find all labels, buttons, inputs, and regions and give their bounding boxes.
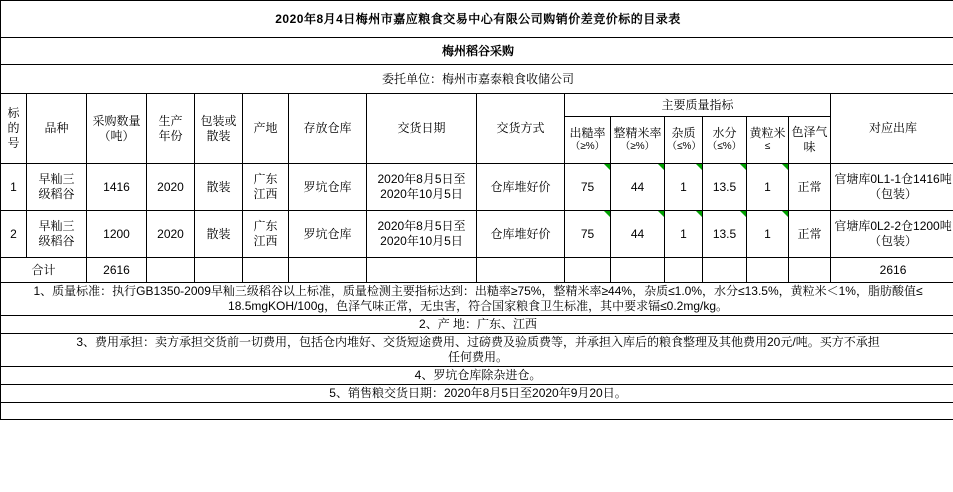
total-blank-whole-rice — [611, 258, 665, 283]
note-row-1 — [1, 283, 953, 316]
page-title: 2020年8月4日梅州市嘉应粮食交易中心有限公司购销价差竞价标的目录表 — [1, 1, 953, 38]
header-packing-line2: 散装 — [206, 128, 231, 143]
title-row — [1, 1, 953, 38]
header-out-storage: 对应出库 — [831, 94, 953, 164]
note-row-3 — [1, 334, 953, 367]
header-color-smell — [789, 117, 831, 164]
header-impurity — [665, 117, 703, 164]
total-blank-year — [147, 258, 195, 283]
cell-out-storage-line1: 官塘库0L2-2仓1200吨 — [834, 219, 952, 233]
cell-yellow-rice: 1 — [747, 211, 789, 258]
header-yellow-rice-line1: 黄粒米 — [749, 126, 786, 141]
header-whole-rice-line1: 整精米率 — [613, 126, 662, 141]
header-moisture-line1: 水分 — [712, 126, 737, 141]
cell-out-rate: 75 — [565, 211, 611, 258]
total-label: 合计 — [1, 258, 87, 283]
cell-no: 1 — [1, 164, 27, 211]
header-color-smell-line2: 味 — [803, 140, 816, 154]
header-delivery-mode: 交货方式 — [477, 94, 565, 164]
note-row-blank — [1, 403, 953, 420]
cell-origin-line2: 江西 — [253, 187, 278, 201]
header-yellow-rice — [747, 117, 789, 164]
total-blank-packing — [195, 258, 243, 283]
header-whole-rice-line2: （≥%） — [620, 141, 655, 153]
total-blank-impurity — [665, 258, 703, 283]
note-cost-responsibility — [1, 334, 953, 367]
header-origin: 产地 — [243, 94, 289, 164]
cell-origin-line1: 广东 — [253, 172, 278, 186]
cell-impurity: 1 — [665, 164, 703, 211]
header-impurity-line1: 杂质 — [671, 126, 696, 141]
header-color-smell-line1: 色泽气 — [791, 125, 828, 139]
header-variety: 品种 — [27, 94, 87, 164]
note-row-5 — [1, 385, 953, 403]
header-quality-group: 主要质量指标 — [565, 94, 831, 117]
cell-yellow-rice: 1 — [747, 164, 789, 211]
cell-origin-line1: 广东 — [253, 219, 278, 233]
header-out-rate — [565, 117, 611, 164]
header-yellow-rice-line2: ≤ — [764, 141, 771, 153]
cell-out-storage — [831, 164, 953, 211]
cell-warehouse: 罗坑仓库 — [289, 211, 367, 258]
header-no: 标的号 — [1, 94, 27, 164]
note-row-2 — [1, 316, 953, 334]
header-quantity-line2: （吨） — [98, 128, 135, 143]
note-quality-standard — [1, 283, 953, 316]
header-whole-rice-rate — [611, 117, 665, 164]
total-out-storage: 2616 — [831, 258, 953, 283]
group-header-row — [1, 94, 953, 117]
header-year-line1: 生产 — [158, 113, 183, 128]
entrust-unit-label: 委托单位：梅州市嘉泰粮食收储公司 — [1, 65, 953, 94]
cell-whole-rice-rate: 44 — [611, 164, 665, 211]
note-warehouse-cleaning: 4、罗坑仓库除杂进仓。 — [1, 367, 953, 385]
cell-delivery-date — [367, 211, 477, 258]
entrust-row — [1, 65, 953, 94]
cell-moisture: 13.5 — [703, 211, 747, 258]
subtitle-row — [1, 38, 953, 65]
cell-delivery-date — [367, 164, 477, 211]
cell-no: 2 — [1, 211, 27, 258]
note-3-line2: 任何费用。 — [448, 350, 509, 364]
cell-impurity: 1 — [665, 211, 703, 258]
total-blank-moisture — [703, 258, 747, 283]
header-packing-line1: 包装或 — [200, 113, 237, 128]
cell-year: 2020 — [147, 164, 195, 211]
total-blank-delivery-mode — [477, 258, 565, 283]
cell-out-storage-line2: （包装） — [869, 234, 918, 248]
cell-variety-line2: 级稻谷 — [38, 187, 75, 201]
header-quantity-line1: 采购数量 — [92, 113, 141, 128]
cell-delivery-date-line1: 2020年8月5日至 — [377, 172, 466, 186]
header-quantity — [87, 94, 147, 164]
cell-color-smell: 正常 — [789, 211, 831, 258]
header-out-rate-line2: （≥%） — [570, 141, 605, 153]
cell-out-storage-line1: 官塘库0L1-1仓1416吨 — [834, 172, 952, 186]
cell-delivery-date-line2: 2020年10月5日 — [380, 234, 463, 248]
table-row — [1, 164, 953, 211]
cell-origin — [243, 164, 289, 211]
cell-year: 2020 — [147, 211, 195, 258]
header-delivery-date: 交货日期 — [367, 94, 477, 164]
total-blank-warehouse — [289, 258, 367, 283]
header-moisture — [703, 117, 747, 164]
header-year-line2: 年份 — [158, 128, 183, 143]
cell-origin — [243, 211, 289, 258]
table-row — [1, 211, 953, 258]
cell-delivery-date-line1: 2020年8月5日至 — [377, 219, 466, 233]
note-1-line2: 18.5mgKOH/100g，色泽气味正常，无虫害，符合国家粮食卫生标准，其中要求镉≤0.2mg/kg。 — [228, 299, 729, 313]
cell-packing: 散装 — [195, 164, 243, 211]
note-sale-delivery-date: 5、销售粮交货日期：2020年8月5日至2020年9月20日。 — [1, 385, 953, 403]
total-blank-delivery-date — [367, 258, 477, 283]
note-1-line1: 1、质量标准：执行GB1350-2009早籼三级稻谷以上标准，质量检测主要指标达到：出糙率≥75%，整精米率≥44%，杂质≤1.0%，水分≤13.5%，黄粒米＜1%，脂肪酸值≤ — [33, 284, 923, 298]
cell-quantity: 1200 — [87, 211, 147, 258]
cell-whole-rice-rate: 44 — [611, 211, 665, 258]
cell-out-storage — [831, 211, 953, 258]
cell-moisture: 13.5 — [703, 164, 747, 211]
total-blank-origin — [243, 258, 289, 283]
cell-variety-line2: 级稻谷 — [38, 234, 75, 248]
cell-variety-line1: 早籼三 — [38, 172, 75, 186]
cell-delivery-mode: 仓库堆好价 — [477, 164, 565, 211]
note-origin: 2、产 地：广东、江西 — [1, 316, 953, 334]
header-warehouse: 存放仓库 — [289, 94, 367, 164]
header-packing — [195, 94, 243, 164]
cell-color-smell: 正常 — [789, 164, 831, 211]
note-row-4 — [1, 367, 953, 385]
total-row — [1, 258, 953, 283]
note-3-line1: 3、费用承担：卖方承担交货前一切费用，包括仓内堆好、交货短途费用、过磅费及验质费等，并承担入库后的粮食整理及其他费用20元/吨。买方不承担 — [76, 335, 880, 349]
total-quantity: 2616 — [87, 258, 147, 283]
cell-origin-line2: 江西 — [253, 234, 278, 248]
total-blank-yellow — [747, 258, 789, 283]
cell-quantity: 1416 — [87, 164, 147, 211]
cell-delivery-date-line2: 2020年10月5日 — [380, 187, 463, 201]
cell-delivery-mode: 仓库堆好价 — [477, 211, 565, 258]
cell-out-storage-line2: （包装） — [869, 187, 918, 201]
total-blank-color — [789, 258, 831, 283]
header-out-rate-line1: 出糙率 — [569, 126, 606, 141]
cell-packing: 散装 — [195, 211, 243, 258]
cell-variety-line1: 早籼三 — [38, 219, 75, 233]
cell-variety — [27, 164, 87, 211]
cell-variety — [27, 211, 87, 258]
cell-warehouse: 罗坑仓库 — [289, 164, 367, 211]
cell-out-rate: 75 — [565, 164, 611, 211]
header-year — [147, 94, 195, 164]
note-blank — [1, 403, 953, 420]
header-impurity-line2: （≤%） — [667, 141, 702, 153]
page-subtitle: 梅州稻谷采购 — [1, 38, 953, 65]
header-moisture-line2: （≤%） — [707, 141, 742, 153]
total-blank-out-rate — [565, 258, 611, 283]
